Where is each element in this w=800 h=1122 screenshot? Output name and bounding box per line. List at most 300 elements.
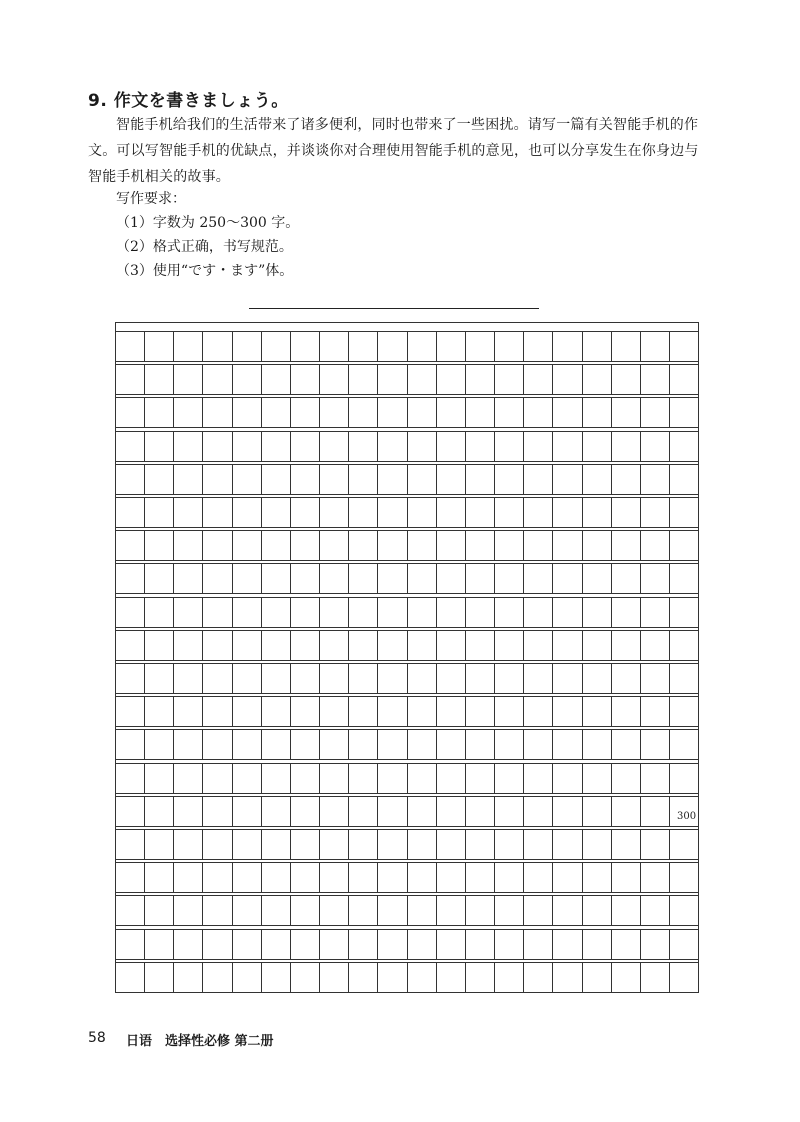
- grid-cell[interactable]: [611, 631, 640, 660]
- grid-cell[interactable]: [669, 664, 698, 693]
- grid-cell[interactable]: [582, 896, 611, 925]
- grid-cell[interactable]: [465, 730, 494, 759]
- grid-cell[interactable]: [494, 631, 523, 660]
- grid-cell[interactable]: [377, 930, 406, 959]
- grid-cell[interactable]: [640, 764, 669, 793]
- grid-cell[interactable]: [552, 398, 581, 427]
- grid-cell[interactable]: [232, 332, 261, 361]
- grid-cell[interactable]: [319, 896, 348, 925]
- grid-cell[interactable]: [261, 465, 290, 494]
- grid-cell[interactable]: [202, 930, 231, 959]
- grid-cell[interactable]: [436, 398, 465, 427]
- grid-cell[interactable]: [669, 564, 698, 593]
- grid-cell[interactable]: [173, 896, 202, 925]
- grid-cell[interactable]: [232, 930, 261, 959]
- grid-cell[interactable]: [319, 697, 348, 726]
- grid-cell[interactable]: [494, 963, 523, 992]
- grid-cell[interactable]: [465, 764, 494, 793]
- grid-cell[interactable]: [348, 863, 377, 892]
- grid-cell[interactable]: [407, 963, 436, 992]
- grid-cell[interactable]: [552, 664, 581, 693]
- grid-cell[interactable]: [173, 598, 202, 627]
- grid-cell[interactable]: [319, 531, 348, 560]
- grid-cell[interactable]: [640, 432, 669, 461]
- grid-cell[interactable]: [202, 564, 231, 593]
- grid-cell[interactable]: [611, 365, 640, 394]
- grid-cell[interactable]: [552, 730, 581, 759]
- grid-cell[interactable]: [494, 930, 523, 959]
- grid-cell[interactable]: [407, 697, 436, 726]
- grid-cell[interactable]: [611, 598, 640, 627]
- grid-cell[interactable]: [407, 631, 436, 660]
- grid-cell[interactable]: [640, 930, 669, 959]
- grid-cell[interactable]: [582, 531, 611, 560]
- grid-cell[interactable]: [611, 730, 640, 759]
- grid-cell[interactable]: [202, 465, 231, 494]
- grid-cell[interactable]: [377, 730, 406, 759]
- grid-cell[interactable]: [407, 896, 436, 925]
- grid-cell[interactable]: [290, 863, 319, 892]
- grid-cell[interactable]: [290, 631, 319, 660]
- grid-cell[interactable]: [261, 432, 290, 461]
- grid-cell[interactable]: [407, 930, 436, 959]
- grid-cell[interactable]: [465, 896, 494, 925]
- grid-cell[interactable]: [640, 365, 669, 394]
- grid-cell[interactable]: [261, 664, 290, 693]
- grid-cell[interactable]: [202, 830, 231, 859]
- grid-cell[interactable]: [582, 664, 611, 693]
- grid-cell[interactable]: [552, 598, 581, 627]
- grid-cell[interactable]: [232, 598, 261, 627]
- grid-cell[interactable]: [261, 332, 290, 361]
- grid-cell[interactable]: [173, 730, 202, 759]
- grid-cell[interactable]: [202, 498, 231, 527]
- grid-cell[interactable]: [202, 963, 231, 992]
- grid-cell[interactable]: [436, 830, 465, 859]
- grid-cell[interactable]: [669, 598, 698, 627]
- grid-cell[interactable]: [319, 664, 348, 693]
- grid-cell[interactable]: [436, 465, 465, 494]
- grid-cell[interactable]: [465, 398, 494, 427]
- grid-cell[interactable]: [173, 465, 202, 494]
- grid-cell[interactable]: [552, 930, 581, 959]
- grid-cell[interactable]: [290, 896, 319, 925]
- grid-cell[interactable]: [407, 465, 436, 494]
- grid-cell[interactable]: [611, 863, 640, 892]
- grid-cell[interactable]: [436, 764, 465, 793]
- grid-cell[interactable]: [202, 631, 231, 660]
- grid-cell[interactable]: [611, 564, 640, 593]
- grid-cell[interactable]: [232, 564, 261, 593]
- grid-cell[interactable]: [319, 365, 348, 394]
- grid-cell[interactable]: [232, 531, 261, 560]
- grid-cell[interactable]: [290, 797, 319, 826]
- manuscript-grid[interactable]: [115, 322, 699, 993]
- grid-cell[interactable]: [144, 963, 173, 992]
- grid-cell[interactable]: [669, 398, 698, 427]
- grid-cell[interactable]: [436, 697, 465, 726]
- grid-cell[interactable]: [552, 631, 581, 660]
- grid-cell[interactable]: [232, 764, 261, 793]
- grid-cell[interactable]: [669, 498, 698, 527]
- grid-cell[interactable]: [465, 830, 494, 859]
- grid-cell[interactable]: [232, 863, 261, 892]
- grid-cell[interactable]: [144, 398, 173, 427]
- grid-cell[interactable]: [377, 465, 406, 494]
- grid-cell[interactable]: [290, 498, 319, 527]
- grid-cell[interactable]: [173, 398, 202, 427]
- grid-cell[interactable]: [523, 365, 552, 394]
- grid-cell[interactable]: [582, 365, 611, 394]
- grid-cell[interactable]: [407, 432, 436, 461]
- grid-cell[interactable]: [494, 432, 523, 461]
- grid-cell[interactable]: [669, 730, 698, 759]
- grid-cell[interactable]: [290, 730, 319, 759]
- grid-cell[interactable]: [202, 598, 231, 627]
- grid-cell[interactable]: [465, 963, 494, 992]
- grid-cell[interactable]: [523, 863, 552, 892]
- grid-cell[interactable]: [144, 697, 173, 726]
- grid-cell[interactable]: [377, 598, 406, 627]
- grid-cell[interactable]: [348, 398, 377, 427]
- grid-cell[interactable]: [436, 531, 465, 560]
- grid-cell[interactable]: [523, 764, 552, 793]
- grid-cell[interactable]: [144, 564, 173, 593]
- grid-cell[interactable]: [144, 332, 173, 361]
- grid-cell[interactable]: [202, 896, 231, 925]
- grid-cell[interactable]: [290, 564, 319, 593]
- grid-cell[interactable]: [232, 664, 261, 693]
- grid-cell[interactable]: [552, 963, 581, 992]
- grid-cell[interactable]: [377, 863, 406, 892]
- grid-cell[interactable]: [377, 664, 406, 693]
- grid-cell[interactable]: [261, 498, 290, 527]
- grid-cell[interactable]: [261, 797, 290, 826]
- grid-cell[interactable]: [465, 432, 494, 461]
- grid-cell[interactable]: [465, 797, 494, 826]
- grid-cell[interactable]: [436, 564, 465, 593]
- grid-cell[interactable]: [669, 465, 698, 494]
- grid-cell[interactable]: [173, 863, 202, 892]
- grid-cell[interactable]: [436, 432, 465, 461]
- grid-cell[interactable]: [261, 863, 290, 892]
- grid-cell[interactable]: [144, 730, 173, 759]
- grid-cell[interactable]: [202, 664, 231, 693]
- grid-cell[interactable]: [232, 631, 261, 660]
- grid-cell[interactable]: [669, 365, 698, 394]
- grid-cell[interactable]: [582, 598, 611, 627]
- grid-cell[interactable]: [407, 564, 436, 593]
- grid-cell[interactable]: [640, 631, 669, 660]
- grid-cell[interactable]: [348, 896, 377, 925]
- grid-cell[interactable]: [261, 398, 290, 427]
- grid-cell[interactable]: [116, 963, 144, 992]
- grid-cell[interactable]: [202, 697, 231, 726]
- grid-cell[interactable]: [611, 930, 640, 959]
- grid-cell[interactable]: [582, 631, 611, 660]
- grid-cell[interactable]: [523, 730, 552, 759]
- grid-cell[interactable]: [407, 664, 436, 693]
- grid-cell[interactable]: [552, 432, 581, 461]
- grid-cell[interactable]: [582, 830, 611, 859]
- grid-cell[interactable]: [116, 764, 144, 793]
- grid-cell[interactable]: [202, 730, 231, 759]
- grid-cell[interactable]: [494, 896, 523, 925]
- grid-cell[interactable]: [611, 830, 640, 859]
- grid-cell[interactable]: [116, 631, 144, 660]
- grid-cell[interactable]: [261, 531, 290, 560]
- grid-cell[interactable]: [407, 332, 436, 361]
- grid-cell[interactable]: [348, 365, 377, 394]
- grid-cell[interactable]: [144, 498, 173, 527]
- grid-cell[interactable]: [116, 896, 144, 925]
- grid-cell[interactable]: [116, 365, 144, 394]
- grid-cell[interactable]: [173, 498, 202, 527]
- grid-cell[interactable]: [232, 398, 261, 427]
- grid-cell[interactable]: [552, 896, 581, 925]
- grid-cell[interactable]: [290, 764, 319, 793]
- grid-cell[interactable]: [116, 332, 144, 361]
- grid-cell[interactable]: [582, 930, 611, 959]
- grid-cell[interactable]: [377, 896, 406, 925]
- grid-cell[interactable]: [523, 664, 552, 693]
- grid-cell[interactable]: [407, 830, 436, 859]
- grid-cell[interactable]: [319, 830, 348, 859]
- grid-cell[interactable]: [377, 697, 406, 726]
- grid-cell[interactable]: [552, 797, 581, 826]
- grid-cell[interactable]: [290, 332, 319, 361]
- grid-cell[interactable]: [144, 764, 173, 793]
- grid-cell[interactable]: [669, 930, 698, 959]
- grid-cell[interactable]: [494, 365, 523, 394]
- grid-cell[interactable]: [552, 531, 581, 560]
- grid-cell[interactable]: [640, 564, 669, 593]
- grid-cell[interactable]: [348, 830, 377, 859]
- grid-cell[interactable]: [377, 764, 406, 793]
- grid-cell[interactable]: [348, 465, 377, 494]
- grid-cell[interactable]: [552, 332, 581, 361]
- grid-cell[interactable]: [116, 498, 144, 527]
- grid-cell[interactable]: [377, 432, 406, 461]
- grid-cell[interactable]: [290, 365, 319, 394]
- grid-cell[interactable]: [436, 797, 465, 826]
- grid-cell[interactable]: [465, 332, 494, 361]
- grid-cell[interactable]: [436, 332, 465, 361]
- grid-cell[interactable]: [173, 963, 202, 992]
- grid-cell[interactable]: [348, 432, 377, 461]
- grid-cell[interactable]: [436, 896, 465, 925]
- grid-cell[interactable]: [611, 896, 640, 925]
- grid-cell[interactable]: [582, 398, 611, 427]
- grid-cell[interactable]: [319, 764, 348, 793]
- grid-cell[interactable]: [261, 598, 290, 627]
- grid-cell[interactable]: [436, 598, 465, 627]
- grid-cell[interactable]: [319, 465, 348, 494]
- grid-cell[interactable]: [640, 863, 669, 892]
- grid-cell[interactable]: [377, 498, 406, 527]
- grid-cell[interactable]: [232, 365, 261, 394]
- grid-cell[interactable]: [552, 764, 581, 793]
- grid-cell[interactable]: [290, 598, 319, 627]
- grid-cell[interactable]: [144, 930, 173, 959]
- grid-cell[interactable]: [116, 830, 144, 859]
- grid-cell[interactable]: [144, 797, 173, 826]
- grid-cell[interactable]: [202, 797, 231, 826]
- grid-cell[interactable]: [261, 963, 290, 992]
- grid-cell[interactable]: [669, 863, 698, 892]
- grid-cell[interactable]: [173, 930, 202, 959]
- grid-cell[interactable]: [290, 432, 319, 461]
- grid-cell[interactable]: [173, 631, 202, 660]
- grid-cell[interactable]: [173, 664, 202, 693]
- grid-cell[interactable]: [261, 631, 290, 660]
- grid-cell[interactable]: [582, 432, 611, 461]
- grid-cell[interactable]: [436, 631, 465, 660]
- grid-cell[interactable]: [377, 963, 406, 992]
- grid-cell[interactable]: [494, 830, 523, 859]
- grid-cell[interactable]: [202, 863, 231, 892]
- grid-cell[interactable]: [348, 730, 377, 759]
- grid-cell[interactable]: [232, 797, 261, 826]
- grid-cell[interactable]: [261, 564, 290, 593]
- grid-cell[interactable]: [494, 564, 523, 593]
- grid-cell[interactable]: [669, 896, 698, 925]
- grid-cell[interactable]: [290, 664, 319, 693]
- grid-cell[interactable]: [202, 531, 231, 560]
- grid-cell[interactable]: [465, 863, 494, 892]
- grid-cell[interactable]: [611, 531, 640, 560]
- grid-cell[interactable]: [261, 697, 290, 726]
- grid-cell[interactable]: [144, 598, 173, 627]
- grid-cell[interactable]: [116, 598, 144, 627]
- grid-cell[interactable]: [465, 697, 494, 726]
- grid-cell[interactable]: [407, 398, 436, 427]
- grid-cell[interactable]: [290, 531, 319, 560]
- grid-cell[interactable]: [582, 764, 611, 793]
- grid-cell[interactable]: [173, 564, 202, 593]
- grid-cell[interactable]: [144, 465, 173, 494]
- grid-cell[interactable]: [116, 930, 144, 959]
- grid-cell[interactable]: [611, 398, 640, 427]
- grid-cell[interactable]: [319, 598, 348, 627]
- grid-cell[interactable]: [523, 896, 552, 925]
- grid-cell[interactable]: [116, 797, 144, 826]
- grid-cell[interactable]: [232, 830, 261, 859]
- grid-cell[interactable]: [436, 365, 465, 394]
- grid-cell[interactable]: [523, 697, 552, 726]
- grid-cell[interactable]: [407, 797, 436, 826]
- grid-cell[interactable]: [640, 830, 669, 859]
- grid-cell[interactable]: [202, 365, 231, 394]
- grid-cell[interactable]: [319, 730, 348, 759]
- grid-cell[interactable]: [523, 465, 552, 494]
- grid-cell[interactable]: [611, 764, 640, 793]
- grid-cell[interactable]: [348, 498, 377, 527]
- grid-cell[interactable]: [173, 531, 202, 560]
- grid-cell[interactable]: [290, 697, 319, 726]
- grid-cell[interactable]: [669, 332, 698, 361]
- grid-cell[interactable]: [640, 531, 669, 560]
- grid-cell[interactable]: [523, 398, 552, 427]
- grid-cell[interactable]: [669, 631, 698, 660]
- grid-cell[interactable]: [261, 896, 290, 925]
- grid-cell[interactable]: [319, 863, 348, 892]
- grid-cell[interactable]: [290, 465, 319, 494]
- grid-cell[interactable]: [552, 830, 581, 859]
- grid-cell[interactable]: [465, 365, 494, 394]
- grid-cell[interactable]: [552, 498, 581, 527]
- grid-cell[interactable]: [669, 830, 698, 859]
- grid-cell[interactable]: [494, 332, 523, 361]
- grid-cell[interactable]: [348, 531, 377, 560]
- grid-cell[interactable]: [669, 797, 698, 826]
- grid-cell[interactable]: [494, 730, 523, 759]
- grid-cell[interactable]: [494, 398, 523, 427]
- grid-cell[interactable]: [202, 398, 231, 427]
- grid-cell[interactable]: [494, 598, 523, 627]
- grid-cell[interactable]: [465, 664, 494, 693]
- grid-cell[interactable]: [640, 465, 669, 494]
- grid-cell[interactable]: [348, 797, 377, 826]
- grid-cell[interactable]: [640, 498, 669, 527]
- grid-cell[interactable]: [523, 498, 552, 527]
- grid-cell[interactable]: [640, 697, 669, 726]
- grid-cell[interactable]: [523, 797, 552, 826]
- grid-cell[interactable]: [348, 564, 377, 593]
- grid-cell[interactable]: [116, 697, 144, 726]
- grid-cell[interactable]: [290, 930, 319, 959]
- grid-cell[interactable]: [144, 365, 173, 394]
- grid-cell[interactable]: [261, 764, 290, 793]
- grid-cell[interactable]: [144, 664, 173, 693]
- grid-cell[interactable]: [611, 432, 640, 461]
- grid-cell[interactable]: [232, 697, 261, 726]
- grid-cell[interactable]: [261, 730, 290, 759]
- grid-cell[interactable]: [173, 332, 202, 361]
- grid-cell[interactable]: [232, 963, 261, 992]
- grid-cell[interactable]: [494, 764, 523, 793]
- grid-cell[interactable]: [348, 332, 377, 361]
- grid-cell[interactable]: [377, 631, 406, 660]
- grid-cell[interactable]: [523, 531, 552, 560]
- grid-cell[interactable]: [232, 465, 261, 494]
- grid-cell[interactable]: [319, 930, 348, 959]
- grid-cell[interactable]: [436, 664, 465, 693]
- grid-cell[interactable]: [582, 697, 611, 726]
- grid-cell[interactable]: [377, 531, 406, 560]
- grid-cell[interactable]: [436, 498, 465, 527]
- grid-cell[interactable]: [407, 598, 436, 627]
- grid-cell[interactable]: [552, 465, 581, 494]
- grid-cell[interactable]: [640, 332, 669, 361]
- grid-cell[interactable]: [436, 863, 465, 892]
- grid-cell[interactable]: [202, 764, 231, 793]
- grid-cell[interactable]: [116, 564, 144, 593]
- grid-cell[interactable]: [640, 896, 669, 925]
- grid-cell[interactable]: [290, 830, 319, 859]
- grid-cell[interactable]: [494, 797, 523, 826]
- grid-cell[interactable]: [552, 863, 581, 892]
- grid-cell[interactable]: [611, 797, 640, 826]
- grid-cell[interactable]: [669, 764, 698, 793]
- grid-cell[interactable]: [582, 863, 611, 892]
- grid-cell[interactable]: [582, 730, 611, 759]
- grid-cell[interactable]: [611, 697, 640, 726]
- grid-cell[interactable]: [377, 398, 406, 427]
- grid-cell[interactable]: [407, 764, 436, 793]
- grid-cell[interactable]: [669, 697, 698, 726]
- grid-cell[interactable]: [494, 531, 523, 560]
